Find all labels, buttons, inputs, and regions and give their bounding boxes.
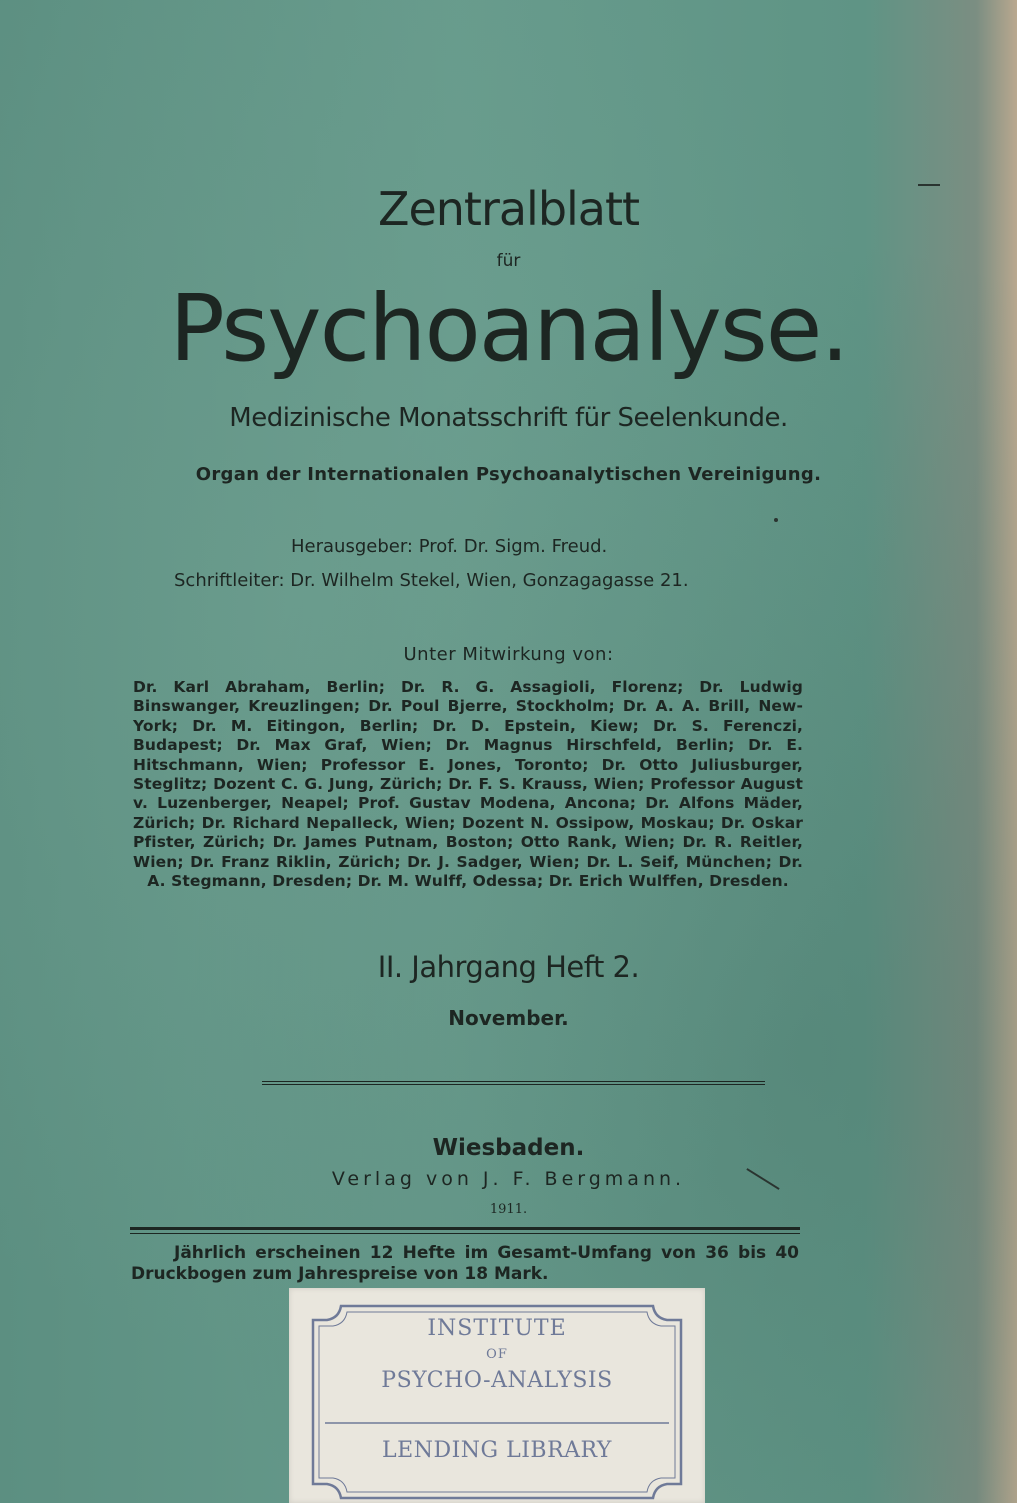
divider-rule [262, 1081, 765, 1085]
paper-mark [918, 184, 940, 186]
contributors-heading: Unter Mitwirkung von: [403, 644, 614, 665]
editor-line: Herausgeber: Prof. Dr. Sigm. Freud. [291, 536, 608, 557]
organ-line: Organ der Internationalen Psychoanalytischen Vereinigung. [195, 464, 822, 485]
managing-editor-line: Schriftleiter: Dr. Wilhelm Stekel, Wien, Gonzagagasse 21. [174, 570, 689, 591]
stamp-line-library: LENDING LIBRARY [382, 1438, 612, 1463]
library-label [289, 1288, 705, 1503]
issue-month: November. [448, 1006, 569, 1030]
publisher-name: Verlag von J. F. Bergmann. [331, 1168, 686, 1190]
subscription-notice: Jährlich erscheinen 12 Hefte im Gesamt-Umfang von 36 bis 40 Druckbogen zum Jahrespreise von 18 Mark. [131, 1243, 799, 1284]
publisher-city: Wiesbaden. [432, 1135, 585, 1161]
footer-rule-thin [130, 1233, 800, 1234]
contributors-list: Dr. Karl Abraham, Berlin; Dr. R. G. Assagioli, Florenz; Dr. Ludwig Binswanger, Kreuzlingen; Dr. Poul Bjerre, Stockholm; Dr. A. A. Brill, New-York; Dr. M. Eitingon, Berlin; Dr. D. Epstein, Kiew; Dr. S. Ferenczi, Budapest; Dr. Max Graf, Wien; Dr. Magnus Hirschfeld, Berlin; Dr. E. Hitschmann, Wien; Professor E. Jones, Toronto; Dr. Otto Juliusburger, Steglitz; Dozent C. G. Jung, Zürich; Dr. F. S. Krauss, Wien; Professor August v. Luzenberger, Neapel; Prof. Gustav Modena, Ancona; Dr. Alfons Mäder, Zürich; Dr. Richard Nepalleck, Wien; Dozent N. Ossipow, Moskau; Dr. Oskar Pfister, Zürich; Dr. James Putnam, Boston; Otto Rank, Wien; Dr. R. Reitler, Wien; Dr. Franz Riklin, Zürich; Dr. J. Sadger, Wien; Dr. L. Seif, München; Dr. A. Stegmann, Dresden; Dr. M. Wulff, Odessa; Dr. Erich Wulffen, Dresden. [133, 678, 803, 891]
footer-rule-thick [130, 1227, 800, 1230]
stamp-line-of: OF [486, 1347, 508, 1362]
journal-title-main: Psychoanalyse. [169, 275, 848, 382]
journal-subtitle: Medizinische Monatsschrift für Seelenkunde. [229, 403, 788, 433]
stamp-line-psychoanalysis: PSYCHO-ANALYSIS [381, 1368, 613, 1393]
paper-mark [774, 518, 778, 522]
publication-year: 1911. [489, 1202, 528, 1217]
stamp-line-institute: INSTITUTE [427, 1316, 567, 1341]
issue-number: II. Jahrgang Heft 2. [377, 950, 640, 984]
journal-title-line2: für [496, 251, 521, 271]
journal-title-line1: Zentralblatt [377, 182, 640, 236]
